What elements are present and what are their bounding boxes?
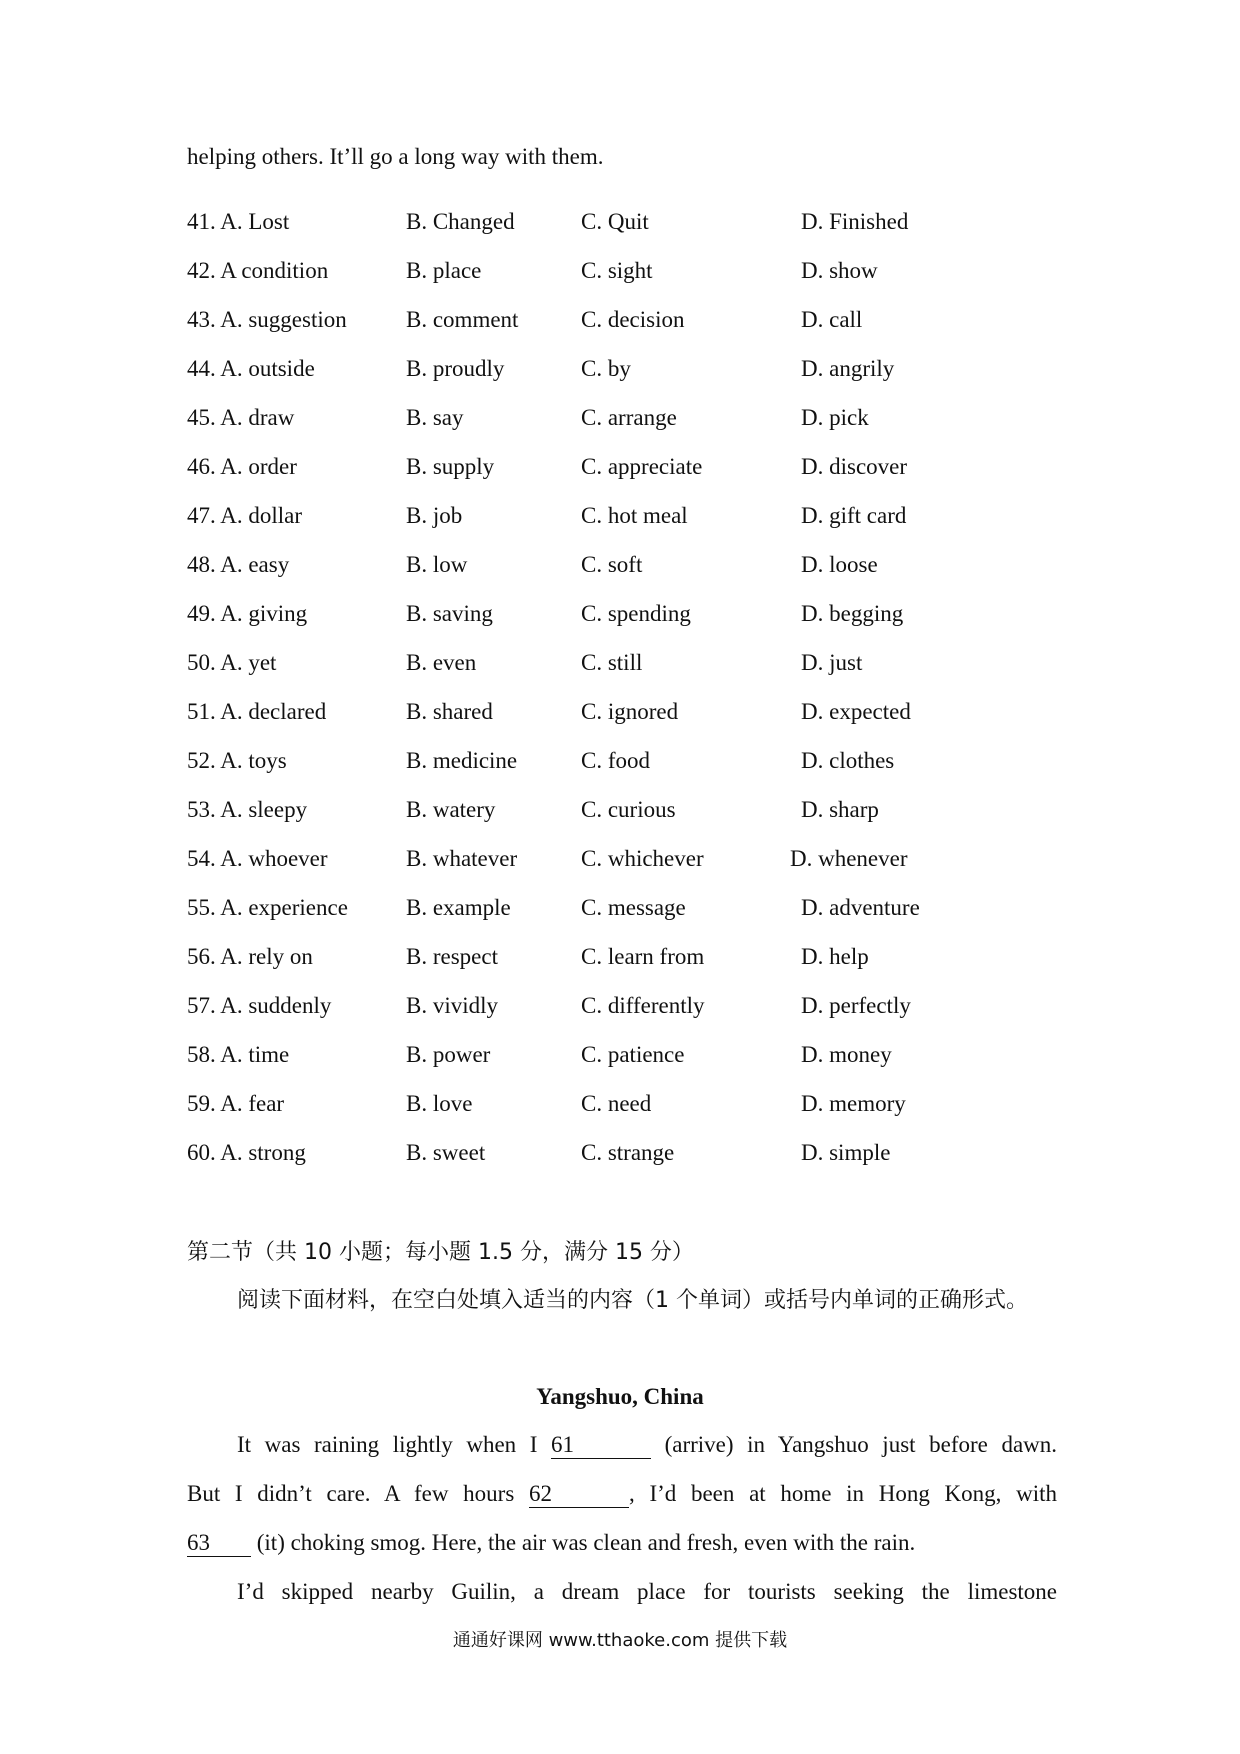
footer-text: 通通好课网 www.tthaoke.com 提供下载: [452, 1630, 788, 1651]
option-a: 51. A. declared: [187, 699, 327, 724]
intro-line: helping others. It’ll go a long way with them.: [187, 144, 604, 169]
passage-line-3: 63 (it) choking smog. Here, the air was clean and fresh, even with the rain.: [187, 1530, 916, 1555]
option-d: D. whenever: [790, 846, 908, 871]
option-d: D. pick: [801, 405, 869, 430]
option-b: B. medicine: [406, 748, 518, 773]
option-b: B. say: [406, 405, 464, 430]
option-row: [187, 403, 1087, 452]
section-heading: 第二节（共 10 小题；每小题 1.5 分，满分 15 分）: [187, 1240, 694, 1265]
option-b: B. whatever: [406, 846, 518, 871]
option-d: D. discover: [801, 454, 908, 479]
option-d: D. call: [801, 307, 863, 332]
option-a: 49. A. giving: [187, 601, 308, 626]
option-a: 48. A. easy: [187, 552, 290, 577]
option-b: B. proudly: [406, 356, 505, 381]
option-b: B. low: [406, 552, 468, 577]
option-c: C. sight: [581, 258, 653, 283]
option-d: D. clothes: [801, 748, 895, 773]
option-c: C. strange: [581, 1140, 675, 1165]
option-d: D. begging: [801, 601, 904, 626]
option-a: 45. A. draw: [187, 405, 295, 430]
option-row: [187, 893, 1087, 942]
option-c: C. appreciate: [581, 454, 703, 479]
option-a: 60. A. strong: [187, 1140, 306, 1165]
option-a: 58. A. time: [187, 1042, 290, 1067]
option-b: B. respect: [406, 944, 498, 969]
option-c: C. need: [581, 1091, 652, 1116]
option-a: 46. A. order: [187, 454, 297, 479]
option-b: B. job: [406, 503, 463, 528]
option-b: B. example: [406, 895, 511, 920]
option-row: [187, 746, 1087, 795]
option-a: 55. A. experience: [187, 895, 348, 920]
option-b: B. shared: [406, 699, 493, 724]
instruction-text: 阅读下面材料，在空白处填入适当的内容（1 个单词）或括号内单词的正确形式。: [237, 1288, 1028, 1313]
option-c: C. whichever: [581, 846, 704, 871]
option-a: 44. A. outside: [187, 356, 315, 381]
option-d: D. sharp: [801, 797, 879, 822]
option-d: D. memory: [801, 1091, 906, 1116]
option-a: 57. A. suddenly: [187, 993, 332, 1018]
blank-62: 62: [529, 1481, 629, 1508]
option-d: D. simple: [801, 1140, 891, 1165]
option-a: 47. A. dollar: [187, 503, 302, 528]
option-d: D. adventure: [801, 895, 920, 920]
option-c: C. Quit: [581, 209, 649, 234]
option-b: B. saving: [406, 601, 493, 626]
option-a: 54. A. whoever: [187, 846, 328, 871]
option-a: 41. A. Lost: [187, 209, 290, 234]
option-c: C. curious: [581, 797, 676, 822]
option-a: 56. A. rely on: [187, 944, 313, 969]
passage-line-2: But I didn’t care. A few hours 62 , I’d been at home in Hong Kong, with: [187, 1481, 1058, 1506]
option-b: B. place: [406, 258, 482, 283]
option-d: D. help: [801, 944, 869, 969]
option-c: C. message: [581, 895, 686, 920]
option-row: [187, 599, 1087, 648]
option-row: [187, 991, 1087, 1040]
option-row: [187, 256, 1087, 305]
option-row: [187, 207, 1087, 256]
option-c: C. patience: [581, 1042, 685, 1067]
option-a: 59. A. fear: [187, 1091, 285, 1116]
option-row: [187, 354, 1087, 403]
passage-title: Yangshuo, China: [536, 1384, 704, 1409]
option-a: 52. A. toys: [187, 748, 287, 773]
option-c: C. learn from: [581, 944, 705, 969]
option-d: D. angrily: [801, 356, 895, 381]
option-row: [187, 452, 1087, 501]
option-a: 50. A. yet: [187, 650, 277, 675]
option-row: [187, 942, 1087, 991]
option-b: B. even: [406, 650, 477, 675]
option-d: D. gift card: [801, 503, 907, 528]
option-b: B. sweet: [406, 1140, 486, 1165]
passage-line-4: I’d skipped nearby Guilin, a dream place for tourists seeking the limestone: [237, 1579, 1057, 1604]
option-c: C. ignored: [581, 699, 679, 724]
option-row: [187, 844, 1087, 893]
option-d: D. loose: [801, 552, 878, 577]
option-d: D. expected: [801, 699, 911, 724]
option-b: B. watery: [406, 797, 496, 822]
option-row: [187, 1089, 1087, 1138]
option-d: D. show: [801, 258, 878, 283]
option-c: C. differently: [581, 993, 705, 1018]
blank-61: 61: [551, 1432, 651, 1459]
option-row: [187, 1040, 1087, 1089]
option-row: [187, 1138, 1087, 1187]
option-d: D. Finished: [801, 209, 909, 234]
option-d: D. just: [801, 650, 863, 675]
blank-63: 63: [187, 1530, 251, 1557]
option-row: [187, 550, 1087, 599]
option-row: [187, 305, 1087, 354]
option-a: 53. A. sleepy: [187, 797, 308, 822]
option-b: B. Changed: [406, 209, 515, 234]
option-a: 43. A. suggestion: [187, 307, 347, 332]
option-d: D. perfectly: [801, 993, 911, 1018]
option-d: D. money: [801, 1042, 892, 1067]
option-b: B. comment: [406, 307, 519, 332]
option-c: C. hot meal: [581, 503, 688, 528]
option-b: B. vividly: [406, 993, 499, 1018]
option-row: [187, 648, 1087, 697]
option-b: B. supply: [406, 454, 495, 479]
option-c: C. by: [581, 356, 631, 381]
option-c: C. decision: [581, 307, 685, 332]
option-c: C. soft: [581, 552, 643, 577]
option-a: 42. A condition: [187, 258, 329, 283]
option-row: [187, 795, 1087, 844]
option-c: C. food: [581, 748, 650, 773]
passage-line-1: It was raining lightly when I 61 (arrive) in Yangshuo just before dawn.: [237, 1432, 1058, 1457]
option-c: C. still: [581, 650, 643, 675]
option-b: B. power: [406, 1042, 491, 1067]
option-c: C. arrange: [581, 405, 677, 430]
option-c: C. spending: [581, 601, 691, 626]
option-b: B. love: [406, 1091, 473, 1116]
option-row: [187, 697, 1087, 746]
options-list: [187, 207, 1087, 1187]
option-row: [187, 501, 1087, 550]
